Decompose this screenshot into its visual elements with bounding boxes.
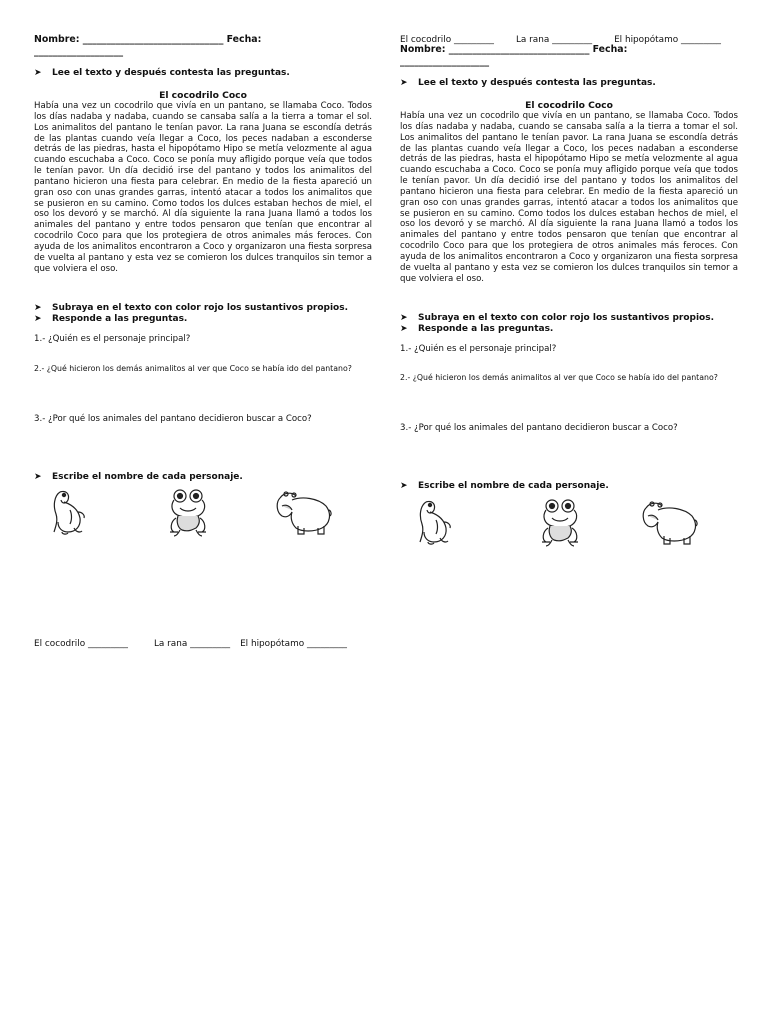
arrowhead-bullet-icon: ➤ (34, 472, 42, 482)
date-label: Fecha: (592, 44, 628, 55)
date-label: Fecha: (226, 34, 262, 45)
instruction-underline: ➤ Subraya en el texto con color rojo los sustantivos propios. (34, 303, 349, 313)
frog-drawing-icon (166, 488, 210, 538)
arrowhead-bullet-icon: ➤ (400, 313, 408, 323)
hipopotamo-blank: _________ (681, 35, 721, 45)
instruction-write-names: ➤ Escribe el nombre de cada personaje. (400, 481, 609, 491)
arrowhead-bullet-icon: ➤ (400, 481, 408, 491)
character-labels: El cocodrilo _________ La rana _________ El hipopótamo _________ (34, 639, 347, 649)
name-blank: ______________________________ (448, 44, 590, 55)
question-3: 3.- ¿Por qué los animales del pantano decidieron buscar a Coco? (400, 423, 678, 433)
instruction-write-names: ➤ Escribe el nombre de cada personaje. (34, 472, 243, 482)
hippo-drawing-icon (274, 488, 334, 536)
instruction-answer: ➤ Responde a las preguntas. (400, 324, 554, 334)
name-label: Nombre: (400, 44, 446, 55)
date-blank: ___________________ (34, 45, 124, 57)
name-label: Nombre: (34, 34, 80, 45)
arrowhead-bullet-icon: ➤ (34, 68, 42, 78)
hipopotamo-blank: _________ (307, 639, 347, 649)
instruction-read: ➤ Lee el texto y después contesta las preguntas. (400, 78, 656, 88)
question-1: 1.- ¿Quién es el personaje principal? (34, 334, 191, 344)
crocodile-drawing-icon (416, 498, 456, 546)
hippo-drawing-icon (640, 498, 700, 546)
question-1: 1.- ¿Quién es el personaje principal? (400, 344, 557, 354)
arrowhead-bullet-icon: ➤ (34, 314, 42, 324)
header-name-date (400, 44, 738, 67)
question-2: 2.- ¿Qué hicieron los demás animalitos al ver que Coco se había ido del pantano? (34, 364, 352, 373)
question-2: 2.- ¿Qué hicieron los demás animalitos al ver que Coco se había ido del pantano? (400, 373, 718, 382)
header-name-date (34, 34, 372, 57)
story-title: El cocodrilo Coco (159, 90, 247, 101)
arrowhead-bullet-icon: ➤ (400, 78, 408, 88)
instruction-answer: ➤ Responde a las preguntas. (34, 314, 188, 324)
frog-drawing-icon (538, 498, 582, 548)
rana-blank: _________ (190, 639, 231, 649)
character-labels-top: El cocodrilo _________ La rana _________ El hipopótamo _________ (400, 35, 721, 45)
date-blank: ___________________ (400, 55, 490, 67)
instruction-read: ➤ Lee el texto y después contesta las preguntas. (34, 68, 290, 78)
arrowhead-bullet-icon: ➤ (400, 324, 408, 334)
story-text: Había una vez un cocodrilo que vivía en un pantano, se llamaba Coco. Todos los días nadaba y nadaba, cuando se cansaba salía a la tierra a tomar el sol. Los animalitos del pantano le tenían pavor. La rana Juana se escondía detrás de las plantas cuando veía llegar a Coco, los peces nadaban a esconderse detrás de las piedras, hasta el hipopótamo Hipo se metía velozmente al agua cuando escuchaba a Coco. Coco se ponía muy afligido porque veía que todos le tenían pavor. Un día decidió irse del pantano y todos los animalitos del pantano hicieron una fiesta para celebrar. En medio de la fiesta apareció un gran oso con unas grandes garras, intentó atacar a todos los animalitos que se pusieron en su camino. Como todos los dulces estaban hechos de miel, el oso los devoró y se marchó. Al día siguiente la rana Juana llamó a todos los animales del pantano y entre todos pensaron que tenían que encontrar al cocodrilo Coco para que los protegiera de otros animales más feroces. Con ayuda de los animalitos encontraron a Coco y organizaron una fiesta sorpresa de vuelta al pantano y esta vez se comieron los dulces tranquilos sin temor a que volviera el oso. (400, 111, 738, 284)
character-drawings (400, 498, 738, 554)
story-title: El cocodrilo Coco (525, 100, 613, 111)
arrowhead-bullet-icon: ➤ (34, 303, 42, 313)
character-drawings (34, 488, 372, 544)
rana-blank: _________ (552, 35, 593, 45)
cocodrilo-blank: _________ (88, 639, 128, 649)
cocodrilo-blank: _________ (454, 35, 494, 45)
crocodile-drawing-icon (50, 488, 90, 536)
name-blank: ______________________________ (82, 34, 224, 45)
story-text: Había una vez un cocodrilo que vivía en un pantano, se llamaba Coco. Todos los días nadaba y nadaba, cuando se cansaba salía a la tierra a tomar el sol. Los animalitos del pantano le tenían pavor. La rana Juana se escondía detrás de las plantas cuando veía llegar a Coco, los peces nadaban a esconderse detrás de las piedras, hasta el hipopótamo Hipo se metía velozmente al agua cuando escuchaba a Coco. Coco se ponía muy afligido porque veía que todos le tenían pavor. Un día decidió irse del pantano y todos los animalitos del pantano hicieron una fiesta para celebrar. En medio de la fiesta apareció un gran oso con unas grandes garras, intentó atacar a todos los animalitos que se pusieron en su camino. Como todos los dulces estaban hechos de miel, el oso los devoró y se marchó. Al día siguiente la rana Juana llamó a todos los animales del pantano y entre todos pensaron que tenían que encontrar al cocodrilo Coco para que los protegiera de otros animales más feroces. Con ayuda de los animalitos encontraron a Coco y organizaron una fiesta sorpresa de vuelta al pantano y esta vez se comieron los dulces tranquilos sin temor a que volviera el oso. (34, 101, 372, 274)
instruction-underline: ➤ Subraya en el texto con color rojo los sustantivos propios. (400, 313, 715, 323)
question-3: 3.- ¿Por qué los animales del pantano decidieron buscar a Coco? (34, 414, 312, 424)
